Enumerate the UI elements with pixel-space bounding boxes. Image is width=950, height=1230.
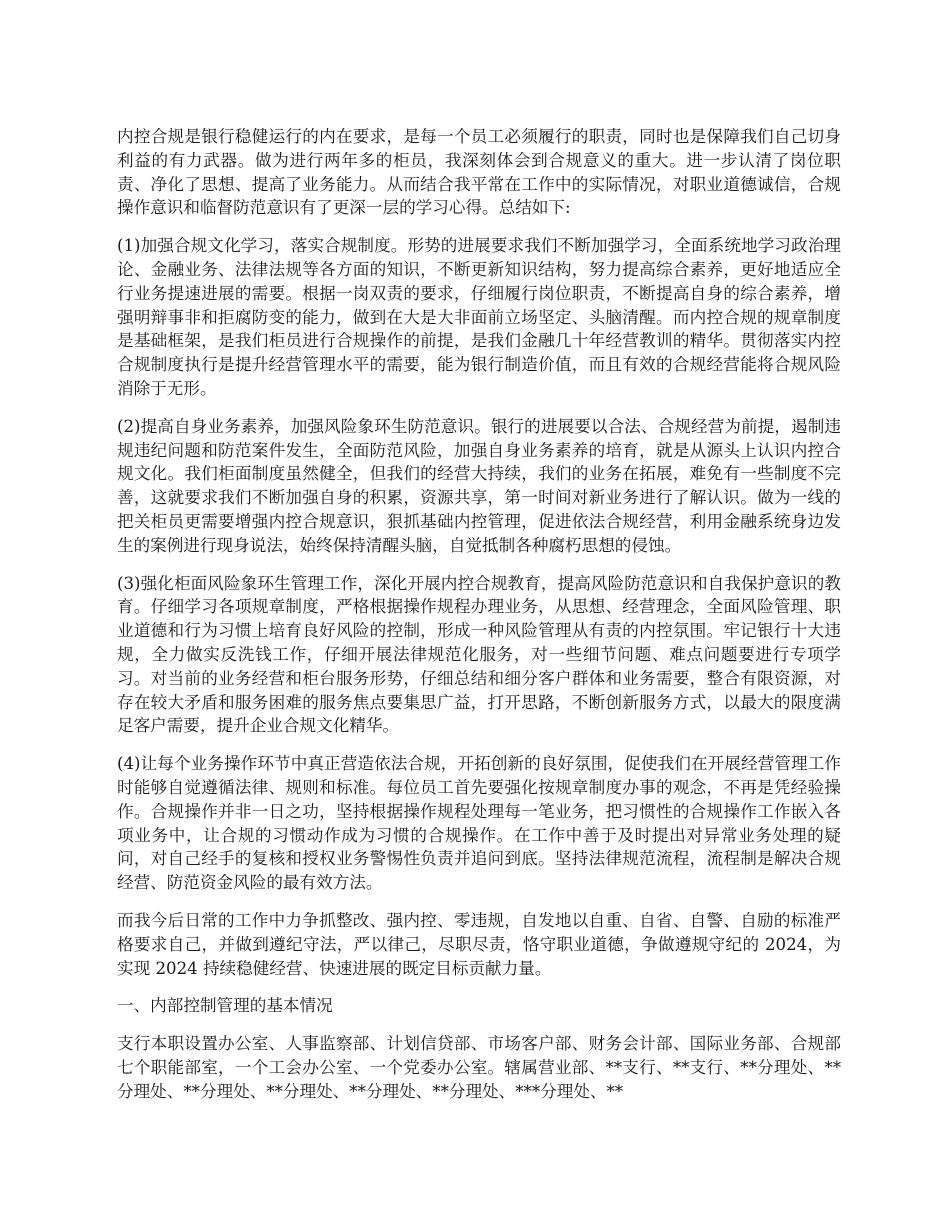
paragraph-point-4: (4)让每个业务操作环节中真正营造依法合规，开拓创新的良好氛围，促使我们在开展经营管理工作时能够自觉遵循法律、规则和标准。每位员工首先要强化按规章制度办事的观念，不再是凭经验操作。合规操作并非一日之功，坚持根据操作规程处理每一笔业务，把习惯性的合规操作工作嵌入各项业务中，让合规的习惯动作成为习惯的合规操作。在工作中善于及时提出对异常业务处理的疑问，对自己经手的复核和授权业务警惕性负责并追问到底。坚持法律规范流程，流程制是解决合规经营、防范资金风险的最有效方法。 xyxy=(117,754,841,893)
paragraph-intro: 内控合规是银行稳健运行的内在要求，是每一个员工必须履行的职责，同时也是保障我们自己切身利益的有力武器。做为进行两年多的柜员，我深刻体会到合规意义的重大。进一步认清了岗位职责、净化了思想、提高了业务能力。从而结合我平常在工作中的实际情况，对职业道德诚信，合规操作意识和临督防范意识有了更深一层的学习心得。总结如下: xyxy=(117,127,841,218)
paragraph-point-3: (3)强化柜面风险象环生管理工作，深化开展内控合规教育，提高风险防范意识和自我保护意识的教育。仔细学习各项规章制度，严格根据操作规程办理业务，从思想、经营理念，全面风险管理、职业道德和行为习惯上培育良好风险的控制，形成一种风险管理从有责的内控氛围。牢记银行十大违规，全力做实反洗钱工作，仔细开展法律规范化服务，对一些细节问题、难点问题要进行专项学习。对当前的业务经营和柜台服务形势，仔细总结和细分客户群体和业务需要，整合有限资源，对存在较大矛盾和服务困难的服务焦点要集思广益，打开思路，不断创新服务方式，以最大的限度满足客户需要，提升企业合规文化精华。 xyxy=(117,573,841,736)
paragraph-point-2: (2)提高自身业务素养，加强风险象环生防范意识。银行的进展要以合法、合规经营为前提，遏制违规违纪问题和防范案件发生，全面防范风险，加强自身业务素养的培育，就是从源头上认识内控合规文化。我们柜面制度虽然健全，但我们的经营大持续，我们的业务在拓展，难免有一些制度不完善，这就要求我们不断加强自身的积累，资源共享，第一时间对新业务进行了解认识。做为一线的把关柜员更需要增强内控合规意识，狠抓基础内控管理，促进依法合规经营，利用金融系统身边发生的案例进行现身说法，始终保持清醒头脑，自觉抵制各种腐朽思想的侵蚀。 xyxy=(117,416,841,555)
document-page xyxy=(117,125,841,1117)
paragraph-conclusion: 而我今后日常的工作中力争抓整改、强内控、零违规，自发地以自重、自省、自警、自励的标准严格要求自己，并做到遵纪守法，严以律己，尽职尽责，恪守职业道德，争做遵规守纪的 2024，为实现 2024 持续稳健经营、快速进展的既定目标贡献力量。 xyxy=(117,910,841,978)
paragraph-departments: 支行本职设置办公室、人事监察部、计划信贷部、市场客户部、财务会计部、国际业务部、合规部七个职能部室，一个工会办公室、一个党委办公室。辖属营业部、**支行、**支行、**分理处、**分理处、**分理处、**分理处、**分理处、**分理处、***分理处、** xyxy=(117,1034,841,1101)
section-heading: 一、内部控制管理的基本情况 xyxy=(117,996,333,1016)
paragraph-point-1: (1)加强合规文化学习，落实合规制度。形势的进展要求我们不断加强学习，全面系统地学习政治理论、金融业务、法律法规等各方面的知识，不断更新知识结构，努力提高综合素养，更好地适应全行业务提速进展的需要。根据一岗双责的要求，仔细履行岗位职责，不断提高自身的综合素养，增强明辩事非和拒腐防变的能力，做到在大是大非面前立场坚定、头脑清醒。而内控合规的规章制度是基础框架，是我们柜员进行合规操作的前提，是我们金融几十年经营教训的精华。贯彻落实内控合规制度执行是提升经营管理水平的需要，能为银行制造价值，而且有效的合规经营能将合规风险消除于无形。 xyxy=(117,236,841,398)
